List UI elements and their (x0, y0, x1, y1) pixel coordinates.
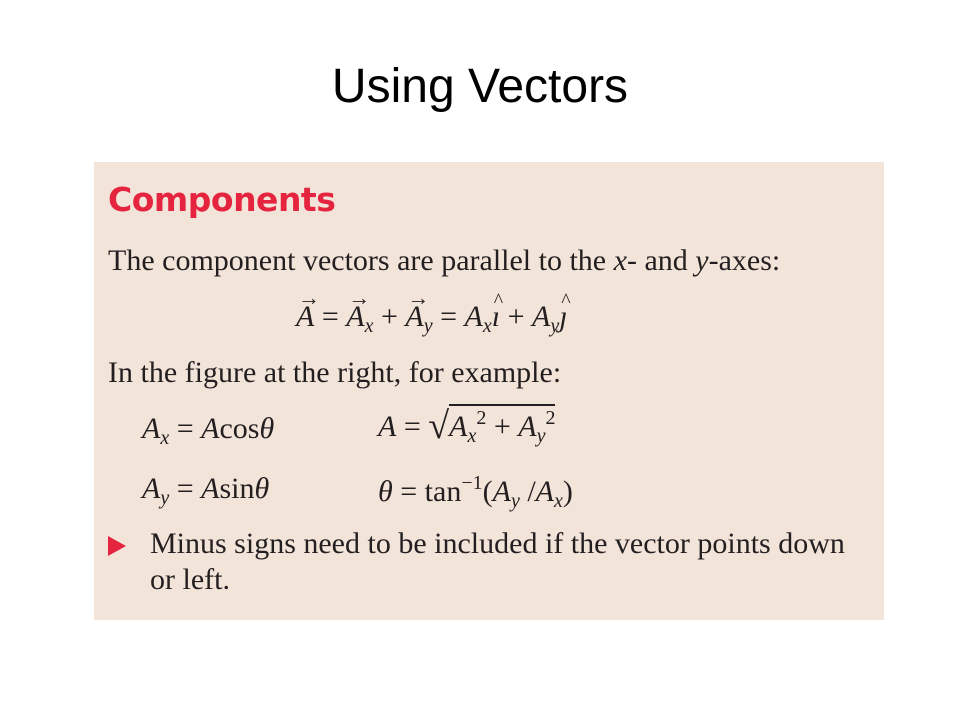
equation-magnitude: $A = √A_x^2 + A_y^2$ (378, 405, 556, 447)
equation-ax: $A_x = Acos\theta$ (142, 412, 275, 449)
note-text: Minus signs need to be included if the vector points down or left. (150, 527, 845, 596)
triangle-right-icon (108, 536, 126, 556)
equation-theta: $\theta = \tan^{-1}(A_y$ $/A_x$) (378, 472, 573, 512)
panel-heading: Components (108, 180, 336, 219)
components-panel (94, 162, 884, 620)
main-equation: → A = → $A_x$ + → $A_y$ = $A_x\^{}$ ı + $A_y\^{}$ ȷ (296, 300, 568, 338)
intro-text: The component vectors are parallel to the x- and y-axes: (108, 244, 781, 277)
equation-ay: $A_y = Asin\theta$ (142, 472, 270, 509)
slide-title: Using Vectors (331, 60, 629, 113)
example-intro-text: In the figure at the right, for example: (108, 356, 562, 389)
